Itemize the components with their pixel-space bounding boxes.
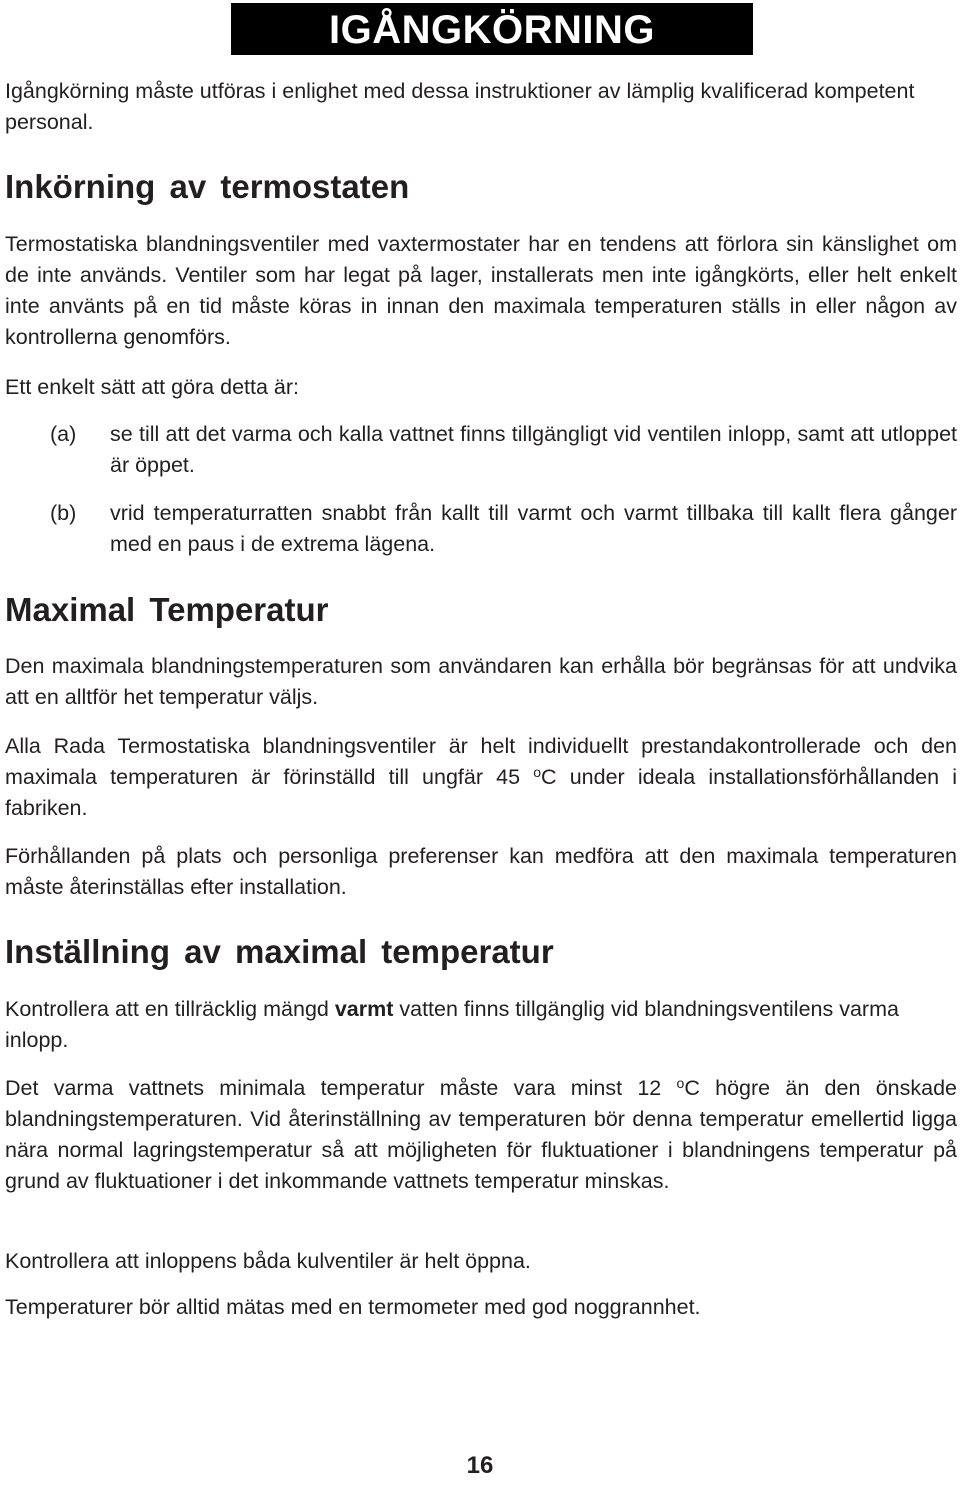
text-run: vatten finns tillgänglig vid blandningsventilens varma inlopp. bbox=[5, 997, 899, 1052]
list-item bbox=[5, 498, 957, 560]
break-in-paragraph: Termostatiska blandningsventiler med vaxtermostater har en tendens att förlora sin känslighet om de inte används. Ventiler som har legat på lager, installerats men inte igångkörts, eller helt enkelt inte använts på en tid måste köras in innan den maximala temperaturen ställs in eller någon av kontrollerna genomförs. bbox=[5, 232, 957, 349]
page-number: 16 bbox=[466, 1452, 494, 1479]
list-item-text: se till att det varma och kalla vattnet finns tillgängligt vid ventilen inlopp, samt att utloppet är öppet. bbox=[110, 422, 957, 477]
text-run: C under ideala installationsförhållanden i fabriken. bbox=[5, 765, 957, 820]
section-heading-break-in: Inkörning av termostaten bbox=[5, 168, 410, 205]
simple-method-paragraph: Ett enkelt sätt att göra detta är: bbox=[5, 375, 299, 399]
list-item bbox=[5, 419, 957, 481]
text-run: Alla Rada Termostatiska blandningsventiler är helt individuellt prestandakontrollerade och den maximala temperaturen är förinställd till ungfär 45 bbox=[5, 734, 957, 789]
text-run: Kontrollera att en tillräcklig mängd bbox=[5, 997, 335, 1021]
setting-paragraph-3: Kontrollera att inloppens båda kulventiler är helt öppna. bbox=[5, 1249, 531, 1273]
section-heading-setting: Inställning av maximal temperatur bbox=[5, 933, 554, 970]
intro-paragraph: Igångkörning måste utföras i enlighet med dessa instruktioner av lämplig kvalificerad kompetent personal. bbox=[5, 79, 915, 134]
text-run: Det varma vattnets minimala temperatur måste vara minst 12 bbox=[5, 1076, 677, 1100]
emphasis-text: varmt bbox=[334, 997, 394, 1021]
max-temp-paragraph-2 bbox=[5, 731, 957, 824]
setting-paragraph-1 bbox=[5, 994, 957, 1056]
max-temp-paragraph-1: Den maximala blandningstemperaturen som användaren kan erhålla bör begränsas för att undvika att en alltför het temperatur väljs. bbox=[5, 654, 957, 709]
list-marker: (b) bbox=[50, 501, 77, 525]
section-heading-max-temp: Maximal Temperatur bbox=[5, 591, 329, 628]
degree-superscript: o bbox=[533, 764, 542, 780]
setting-paragraph-2 bbox=[5, 1073, 957, 1197]
page-title: IGÅNGKÖRNING bbox=[231, 3, 753, 55]
list-marker: (a) bbox=[50, 422, 77, 446]
list-item-text: vrid temperaturratten snabbt från kallt till varmt och varmt tillbaka till kallt flera gånger med en paus i de extrema lägena. bbox=[110, 501, 957, 556]
text-run: C högre än den önskade blandningstemperaturen. Vid återinställning av temperaturen bör denna temperatur emellertid ligga nära normal lagringstemperatur så att möjligheten för fluktuationer i blandningens temperatur på grund av fluktuationer i det inkommande vattnets temperatur minskas. bbox=[5, 1076, 957, 1193]
max-temp-paragraph-3: Förhållanden på plats och personliga preferenser kan medföra att den maximala temperaturen måste återinställas efter installation. bbox=[5, 844, 957, 899]
setting-paragraph-4: Temperaturer bör alltid mätas med en termometer med god noggrannhet. bbox=[5, 1295, 701, 1319]
degree-superscript: o bbox=[676, 1075, 685, 1091]
